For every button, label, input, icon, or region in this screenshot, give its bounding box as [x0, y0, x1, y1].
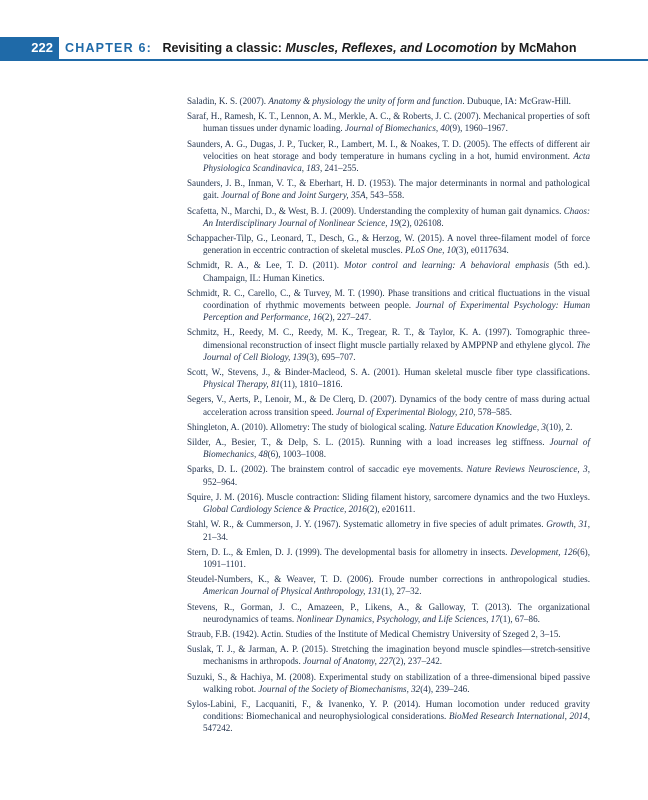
reference-text: Squire, J. M. (2016). Muscle contraction: Sliding filament history, sarcomere dynamics and the two Huxleys.	[187, 491, 590, 502]
reference-journal: PLoS One, 10	[405, 245, 456, 256]
reference-entry	[187, 326, 590, 363]
reference-journal: BioMed Research International, 2014	[448, 711, 588, 722]
reference-text: Sparks, D. L. (2002). The brainstem control of saccadic eye movements.	[187, 464, 467, 475]
reference-text: , 547242.	[203, 711, 590, 734]
reference-text: Silder, A., Besier, T., & Delp, S. L. (2015). Running with a load increases leg stiffness.	[187, 437, 550, 448]
chapter-title-italic: Muscles, Reflexes, and Locomotion	[285, 41, 498, 55]
reference-journal: Nature Reviews Neuroscience, 3	[466, 464, 588, 475]
reference-entry	[187, 259, 590, 283]
reference-text: (5th ed.). Champaign, IL: Human Kinetics.	[203, 260, 590, 283]
reference-text: Scott, W., Stevens, J., & Binder-Macleod, S. A. (2001). Human skeletal muscle fiber type classifications.	[187, 367, 590, 378]
reference-text: Saunders, A. G., Dugas, J. P., Tucker, R., Lambert, M. I., & Noakes, T. D. (2005). The effects of different air velocities on heat storage and body temperature in humans cycling in a hot, humid environment.	[187, 138, 590, 161]
reference-text: , 21–34.	[203, 519, 590, 542]
reference-journal: Motor control and learning: A behavioral emphasis	[344, 260, 550, 271]
chapter-label: CHAPTER 6:	[65, 41, 153, 55]
reference-entry	[187, 421, 590, 433]
reference-text: Segers, V., Aerts, P., Lenoir, M., & De Clerq, D. (2007). Dynamics of the body centre of mass during actual acceleration across transition speed.	[187, 394, 590, 417]
reference-text: Schmidt, R. C., Carello, C., & Turvey, M. T. (1990). Phase transitions and critical fluctuations in the visual coordination of rhythmic movements between people.	[187, 287, 590, 311]
reference-entry	[187, 671, 590, 695]
reference-text: Saunders, J. B., Inman, V. T., & Eberhart, H. D. (1953). The major determinants in normal and pathological gait.	[187, 178, 590, 201]
header-rule	[0, 59, 648, 61]
reference-journal: Journal of Experimental Biology, 210	[336, 406, 474, 417]
reference-entry	[187, 393, 590, 417]
reference-journal: Development, 126	[510, 546, 578, 557]
reference-journal: Chaos: An Interdisciplinary Journal of Nonlinear Science, 19	[203, 205, 590, 228]
chapter-title	[59, 37, 576, 59]
reference-journal: Journal of the Society of Biomechanisms, 32	[258, 683, 421, 694]
reference-text: (11), 1810–1816.	[280, 379, 343, 390]
reference-entry	[187, 573, 590, 597]
chapter-title-prefix: Revisiting a classic:	[162, 41, 286, 55]
reference-journal: The Journal of Cell Biology, 139	[203, 339, 590, 362]
reference-text: , 578–585.	[473, 406, 512, 417]
reference-text: (9), 1960–1967.	[449, 123, 508, 134]
reference-text: (3), 695–707.	[306, 351, 356, 362]
reference-text: (3), e0117634.	[455, 245, 509, 256]
reference-entry	[187, 491, 590, 515]
reference-text: (4), 239–246.	[420, 683, 470, 694]
reference-text: (10), 2.	[545, 421, 573, 432]
reference-text: , 952–964.	[203, 464, 590, 487]
reference-journal: Acta Physiologica Scandinavica, 183	[203, 150, 590, 174]
reference-text: (6), 1003–1008.	[267, 449, 327, 460]
reference-text: Stevens, R., Gorman, J. C., Amazeen, P., Likens, A., & Galloway, T. (2013). The organizational neurodynamics of teams.	[187, 601, 590, 624]
reference-text: (2), e201611.	[366, 504, 416, 515]
reference-journal: Journal of Experimental Psychology: Human Perception and Performance, 16	[203, 300, 590, 323]
reference-text: Stahl, W. R., & Cummerson, J. Y. (1967). Systematic allometry in five species of adult primates.	[187, 519, 547, 530]
reference-entry	[187, 518, 590, 542]
running-header	[0, 0, 648, 60]
reference-text: Schmidt, R. A., & Lee, T. D. (2011).	[187, 260, 345, 271]
reference-entry	[187, 366, 590, 390]
reference-text: , 543–558.	[365, 190, 405, 201]
reference-text: (6), 1091–1101.	[203, 546, 590, 569]
reference-list	[187, 95, 590, 738]
reference-text: , 241–255.	[319, 163, 359, 174]
reference-entry	[187, 232, 590, 256]
reference-text: Saladin, K. S. (2007).	[187, 96, 269, 106]
reference-journal: Journal of Bone and Joint Surgery, 35A	[221, 190, 366, 201]
reference-entry	[187, 436, 590, 460]
reference-journal: American Journal of Physical Anthropology, 131	[203, 586, 382, 597]
reference-entry	[187, 463, 590, 487]
reference-entry	[187, 546, 590, 570]
reference-text: (2), 227–247.	[321, 312, 372, 323]
reference-journal: Global Cardiology Science & Practice, 2016	[203, 504, 367, 515]
reference-text: Shingleton, A. (2010). Allometry: The study of biological scaling.	[187, 421, 430, 432]
reference-journal: Physical Therapy, 81	[203, 379, 281, 390]
reference-journal: Nature Education Knowledge, 3	[429, 421, 546, 432]
reference-text: (2), 237–242.	[392, 656, 443, 667]
reference-journal: Anatomy & physiology the unity of form and function	[268, 96, 463, 106]
reference-entry	[187, 698, 590, 735]
reference-journal: Journal of Biomechanics, 48	[203, 437, 590, 460]
page-number: 222	[0, 37, 59, 59]
reference-text: . Dubuque, IA: McGraw-Hill.	[462, 96, 571, 106]
reference-text: Suslak, T. J., & Jarman, A. P. (2015). Stretching the imagination beyond muscle spindles—stretch-sensitive mechanisms in arthropods.	[187, 644, 590, 667]
reference-text: Sylos-Labini, F., Lacquaniti, F., & Ivanenko, Y. P. (2014). Human locomotion under reduced gravity conditions: Biomechanical and neurophysiological considerations.	[187, 698, 590, 722]
reference-entry	[187, 601, 590, 625]
reference-text: Schmitz, H., Reedy, M. C., Reedy, M. K., Tregear, R. T., & Taylor, K. A. (1997). Tomographic three-dimensional reconstruction of insect flight muscle partially relaxed by AMPPNP and ethylene glycol.	[187, 327, 590, 350]
reference-entry	[187, 287, 590, 324]
reference-entry	[187, 643, 590, 667]
reference-entry	[187, 177, 590, 201]
reference-text: Schappacher-Tilp, G., Leonard, T., Desch, G., & Herzog, W. (2015). A novel three-filament model of force generation in eccentric contraction of skeletal muscles.	[187, 233, 590, 256]
reference-entry	[187, 628, 590, 640]
reference-journal: Journal of Biomechanics, 40	[344, 123, 450, 134]
reference-entry	[187, 110, 590, 134]
reference-text: Stern, D. L., & Emlen, D. J. (1999). The developmental basis for allometry in insects.	[187, 546, 511, 557]
chapter-title-suffix: by McMahon	[497, 41, 577, 55]
reference-journal: Journal of Anatomy, 227	[303, 656, 393, 667]
reference-text: Straub, F.B. (1942). Actin. Studies of the Institute of Medical Chemistry University of Szeged 2, 3–15.	[187, 628, 561, 639]
reference-text: (2), 026108.	[398, 217, 444, 228]
reference-journal: Nonlinear Dynamics, Psychology, and Life Sciences, 17	[296, 613, 500, 624]
reference-text: (1), 27–32.	[381, 586, 422, 597]
reference-text: Scafetta, N., Marchi, D., & West, B. J. (2009). Understanding the complexity of human gait dynamics.	[187, 205, 564, 216]
reference-entry	[187, 95, 590, 107]
reference-journal: Growth, 31	[546, 519, 588, 530]
reference-text: Saraf, H., Ramesh, K. T., Lennon, A. M., Merkle, A. C., & Roberts, J. C. (2007). Mechanical properties of soft human tissues under dynamic loading.	[187, 111, 590, 134]
reference-text: Steudel-Numbers, K., & Weaver, T. D. (2006). Froude number corrections in anthropological studies.	[187, 574, 590, 585]
reference-entry	[187, 138, 590, 175]
reference-text: Suzuki, S., & Hachiya, M. (2008). Experimental study on stabilization of a three-dimensional biped passive walking robot.	[187, 671, 590, 694]
reference-text: (1), 67–86.	[499, 613, 540, 624]
reference-entry	[187, 205, 590, 229]
